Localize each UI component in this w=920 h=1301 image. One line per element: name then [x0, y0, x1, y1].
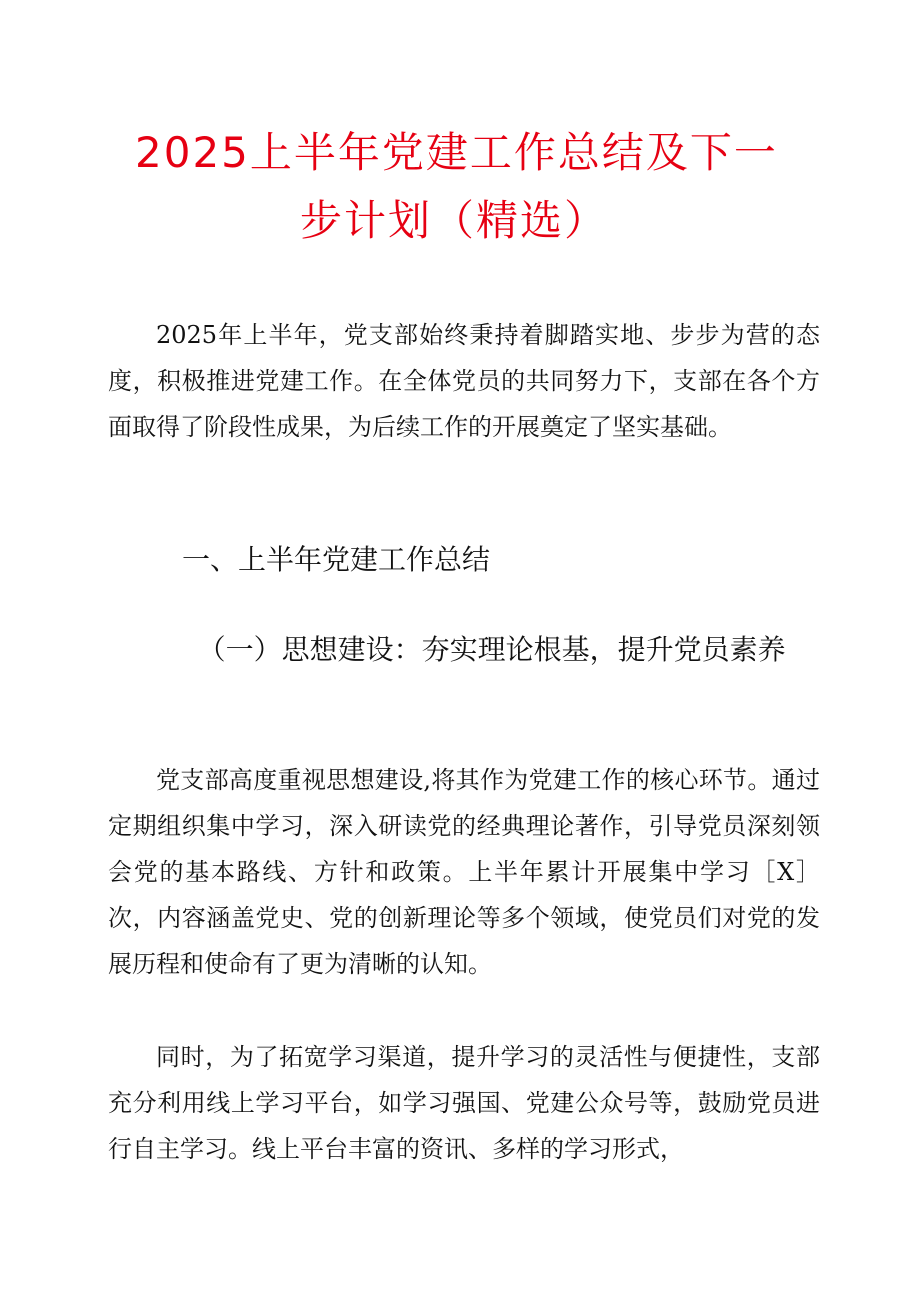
intro-paragraph: 2025年上半年，党支部始终秉持着脚踏实地、步步为营的态度，积极推进党建工作。在全体党员的共同努力下，支部在各个方面取得了阶段性成果，为后续工作的开展奠定了坚实基础。 [108, 321, 820, 441]
document-title-line-2: 步计划（精选） [300, 196, 609, 245]
body-paragraph-1: 党支部高度重视思想建设,将其作为党建工作的核心环节。通过定期组织集中学习，深入研读党的经典理论著作，引导党员深刻领会党的基本路线、方针和政策。上半年累计开展集中学习［X］次，内容涵盖党史、党的创新理论等多个领域，使党员们对党的发展历程和使命有了更为清晰的认知。 [108, 766, 820, 978]
body-paragraph-2: 同时，为了拓宽学习渠道，提升学习的灵活性与便捷性，支部充分利用线上学习平台，如学习强国、党建公众号等，鼓励党员进行自主学习。线上平台丰富的资讯、多样的学习形式， [108, 1043, 820, 1163]
section-heading: 一、上半年党建工作总结 [182, 543, 491, 576]
document-title-line-1: 2025上半年党建工作总结及下一 [135, 128, 778, 177]
subsection-heading: （一）思想建设：夯实理论根基，提升党员素养 [197, 633, 786, 666]
